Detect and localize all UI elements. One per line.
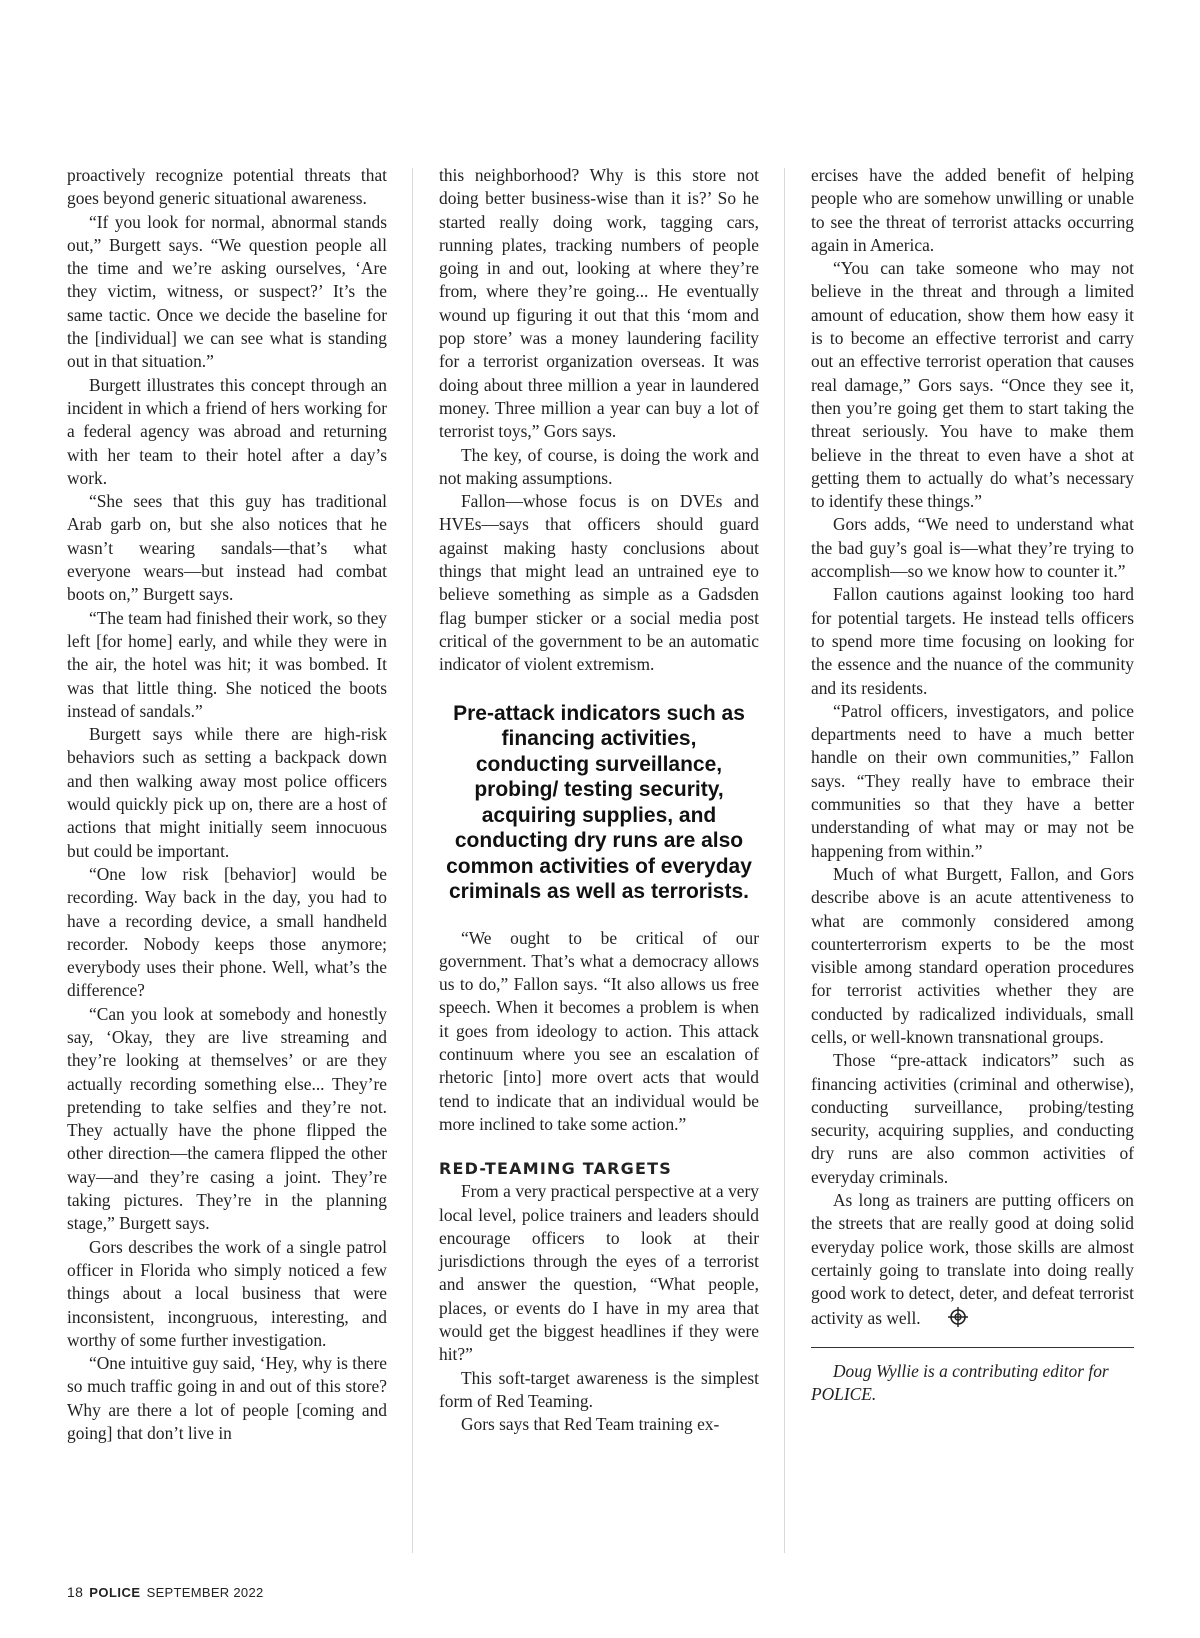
page-footer bbox=[67, 1584, 264, 1600]
bio-divider bbox=[811, 1347, 1134, 1348]
column-divider bbox=[784, 168, 785, 1553]
page-number: 18 bbox=[67, 1584, 84, 1600]
pull-quote: Pre-attack indicators such as financing activities, conducting surveillance, probing/ testing security, acquiring supplies, and conducting dry runs are also common activities of everyday criminals as well as terrorists. bbox=[446, 701, 752, 904]
paragraph: This soft-target awareness is the simplest form of Red Teaming. bbox=[439, 1367, 759, 1411]
paragraph: Gors describes the work of a single patrol officer in Florida who simply noticed a few things about a local business that were inconsistent, incongruous, interesting, and worthy of some further investigation. bbox=[67, 1236, 387, 1350]
issue-date: SEPTEMBER 2022 bbox=[146, 1585, 264, 1600]
paragraph: From a very practical perspective at a very local level, police trainers and leaders should encourage officers to look at their jurisdictions through the eyes of a terrorist and answer the question, “What people, places, or events do I have in my area that would get the biggest headlines if they were hit?” bbox=[439, 1181, 759, 1365]
paragraph bbox=[811, 1189, 1134, 1334]
paragraph: ercises have the added benefit of helping people who are somehow unwilling or unable to see the threat of terrorist attacks occurring again in America. bbox=[811, 165, 1134, 255]
paragraph: The key, of course, is doing the work and not making assumptions. bbox=[439, 444, 759, 488]
paragraph: “She sees that this guy has traditional Arab garb on, but she also notices that he wasn’t wearing sandals—that’s what everyone wears—but instead had combat boots on,” Burgett says. bbox=[67, 491, 387, 605]
paragraph: “Patrol officers, investigators, and police departments need to have a much better handle on their own communities,” Fallon says. “They really have to embrace their communities so that they have a better understanding of what may or may not be happening from within.” bbox=[811, 700, 1134, 861]
last-paragraph-text: As long as trainers are putting officers on the streets that are really good at doing solid everyday police work, those skills are almost certainly going to translate into doing really good work to detect, deter, and defeat terrorist activity as well. bbox=[811, 1190, 1134, 1328]
paragraph: Fallon cautions against looking too hard for potential targets. He instead tells officers to spend more time focusing on looking for the essence and the nuance of the community and its residents. bbox=[811, 584, 1134, 698]
article-column-3 bbox=[811, 164, 1134, 1406]
paragraph: Burgett illustrates this concept through an incident in which a friend of hers working for a federal agency was abroad and returning with her team to their hotel after a day’s work. bbox=[67, 374, 387, 488]
paragraph: Burgett says while there are high-risk behaviors such as setting a backpack down and then walking away most police officers would quickly pick up on, there are a host of actions that might initially seem innocuous but could be important. bbox=[67, 724, 387, 861]
column-divider bbox=[412, 168, 413, 1553]
paragraph: “One low risk [behavior] would be recording. Way back in the day, you had to have a recording device, a small handheld recorder. Nobody keeps those anymore; everybody uses their phone. Well, what’s the difference? bbox=[67, 863, 387, 1001]
paragraph: Much of what Burgett, Fallon, and Gors describe above is an acute attentiveness to what are commonly considered among counterterrorism experts to be the most visible among standard operation procedures for terrorist activities whether they are conducted by radicalized individuals, small cells, or well-known transnational groups. bbox=[811, 863, 1134, 1047]
paragraph: Gors adds, “We need to understand what the bad guy’s goal is—what they’re trying to accomplish—so we know how to counter it.” bbox=[811, 514, 1134, 582]
paragraph: “Can you look at somebody and honestly say, ‘Okay, they are live streaming and they’re looking at themselves’ or are they actually recording something else... They’re pretending to take selfies and they’re not. They actually have the phone flipped the other direction—the camera flipped the other way—and they’re casing a joint. They’re taking pictures. They’re in the planning stage,” Burgett says. bbox=[67, 1003, 387, 1234]
paragraph: “One intuitive guy said, ‘Hey, why is there so much traffic going in and out of this store? Why are there a lot of people [coming and going] that don’t live in bbox=[67, 1353, 387, 1444]
section-heading: RED-TEAMING TARGETS bbox=[439, 1159, 672, 1179]
article-column-1 bbox=[67, 164, 387, 1445]
paragraph: Gors says that Red Team training ex- bbox=[461, 1414, 720, 1435]
paragraph: “We ought to be critical of our government. That’s what a democracy allows us to do,” Fallon says. “It also allows us free speech. When it becomes a problem is when it goes from ideology to action. This attack continuum where you see an escalation of rhetoric [into] more overt acts that would tend to indicate that an individual would be more inclined to take some action.” bbox=[439, 927, 759, 1134]
author-bio: Doug Wyllie is a contributing editor for POLICE. bbox=[811, 1360, 1109, 1405]
paragraph: Fallon—whose focus is on DVEs and HVEs—says that officers should guard against making hasty conclusions about things that might lead an untrained eye to believe something as simple as a Gadsden flag bumper sticker or a social media post critical of the government to be an automatic indicator of violent extremism. bbox=[439, 491, 759, 675]
paragraph: “The team had finished their work, so they left [for home] early, and while they were in the air, the hotel was hit; it was bombed. It was that little thing. She noticed the boots instead of sandals.” bbox=[67, 607, 387, 721]
paragraph: this neighborhood? Why is this store not doing better business-wise than it is?’ So he started really doing work, tagging cars, running plates, tracking numbers of people going in and out, looking at where they’re from, where they’re going... He eventually wound up figuring it out that this ‘mom and pop store’ was a money laundering facility for a terrorist organization overseas. It was doing about three million a year in laundered money. Three million a year can buy a lot of terrorist toys,” Gors says. bbox=[439, 165, 759, 442]
paragraph: proactively recognize potential threats that goes beyond generic situational awareness. bbox=[67, 165, 387, 209]
paragraph: “You can take someone who may not believe in the threat and through a limited amount of education, show them how easy it is to become an effective terrorist and carry out an effective terrorist operation that causes real damage,” Gors says. “Once they see it, then you’re going get them to start taking the threat seriously. You have to make them believe in the threat to even have a shot at getting them to actually do what’s necessary to identify these things.” bbox=[811, 258, 1134, 512]
paragraph: “If you look for normal, abnormal stands out,” Burgett says. “We question people all the time and we’re asking ourselves, ‘Are they victim, witness, or suspect?’ It’s the same tactic. Once we decide the baseline for the [individual] we can see what is standing out in that situation.” bbox=[67, 211, 387, 372]
crosshair-icon bbox=[925, 1306, 969, 1334]
paragraph: Those “pre-attack indicators” such as financing activities (criminal and otherwise), conducting surveillance, probing/testing security, acquiring supplies, and conducting dry runs are also common activities of everyday criminals. bbox=[811, 1050, 1134, 1187]
magazine-name: POLICE bbox=[89, 1585, 141, 1600]
article-column-2 bbox=[439, 164, 759, 1436]
